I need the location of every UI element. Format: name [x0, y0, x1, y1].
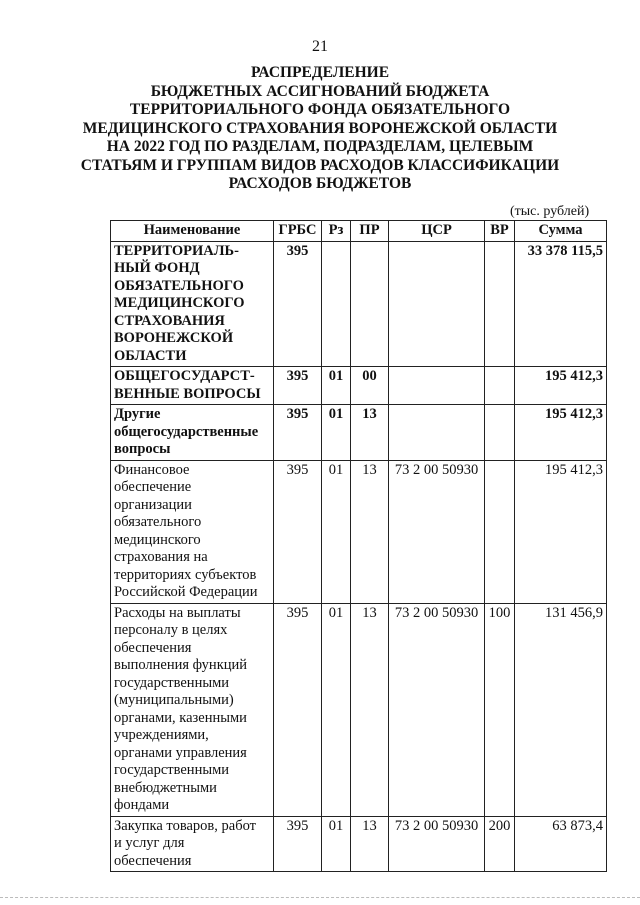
header-grbs: ГРБС: [274, 221, 322, 242]
cell-rz: 01: [322, 816, 351, 872]
cell-sum: 33 378 115,5: [515, 241, 607, 367]
cell-grbs: 395: [274, 241, 322, 367]
cell-sum: 195 412,3: [515, 367, 607, 405]
cell-rz: 01: [322, 367, 351, 405]
cell-pr: 13: [351, 816, 389, 872]
cell-name: Другие общегосударственные вопросы: [111, 405, 274, 461]
cell-grbs: 395: [274, 460, 322, 603]
cell-vr: [485, 367, 515, 405]
cell-grbs: 395: [274, 603, 322, 816]
cell-vr: 100: [485, 603, 515, 816]
cell-name: Финансовое обеспечение организации обязательного медицинского страхования на территориях субъектов Российской Федерации: [111, 460, 274, 603]
cell-sum: 195 412,3: [515, 405, 607, 461]
header-rz: Рз: [322, 221, 351, 242]
cell-pr: 13: [351, 460, 389, 603]
table-row: [111, 241, 607, 367]
cell-vr: 200: [485, 816, 515, 872]
table-header-row: [111, 221, 607, 242]
units-label: (тыс. рублей): [510, 204, 590, 219]
cell-csr: 73 2 00 50930: [389, 460, 485, 603]
cell-vr: [485, 241, 515, 367]
cell-vr: [485, 405, 515, 461]
header-pr: ПР: [351, 221, 389, 242]
title-line: МЕДИЦИНСКОГО СТРАХОВАНИЯ ВОРОНЕЖСКОЙ ОБЛАСТИ: [82, 119, 558, 137]
table-row: [111, 603, 607, 816]
budget-table: [110, 220, 607, 872]
table-row: [111, 460, 607, 603]
title-line: РАСХОДОВ БЮДЖЕТОВ: [228, 175, 412, 192]
document-title: [60, 64, 580, 194]
header-vr: ВР: [485, 221, 515, 242]
title-line: НА 2022 ГОД ПО РАЗДЕЛАМ, ПОДРАЗДЕЛАМ, ЦЕЛЕВЫМ: [106, 138, 534, 155]
cell-grbs: 395: [274, 816, 322, 872]
title-line: БЮДЖЕТНЫХ АССИГНОВАНИЙ БЮДЖЕТА: [150, 82, 490, 100]
cell-rz: 01: [322, 460, 351, 603]
cell-name: Расходы на выплаты персоналу в целях обеспечения выполнения функций государственными (муниципальными) органами, казенными учреждениями, органами управления государственными внебюджетными фондами: [111, 603, 274, 816]
cell-pr: 00: [351, 367, 389, 405]
cell-grbs: 395: [274, 367, 322, 405]
page-number: 21: [312, 38, 328, 55]
cell-name: ОБЩЕГОСУДАРСТ- ВЕННЫЕ ВОПРОСЫ: [111, 367, 274, 405]
table-row: [111, 405, 607, 461]
cell-rz: 01: [322, 405, 351, 461]
cell-csr: 73 2 00 50930: [389, 816, 485, 872]
header-name: Наименование: [111, 221, 274, 242]
cell-pr: 13: [351, 603, 389, 816]
table-row: [111, 816, 607, 872]
title-line: СТАТЬЯМ И ГРУППАМ ВИДОВ РАСХОДОВ КЛАССИФИКАЦИИ: [80, 156, 560, 174]
cell-csr: [389, 241, 485, 367]
cell-pr: [351, 241, 389, 367]
cell-grbs: 395: [274, 405, 322, 461]
cell-pr: 13: [351, 405, 389, 461]
cell-rz: [322, 241, 351, 367]
title-line: ТЕРРИТОРИАЛЬНОГО ФОНДА ОБЯЗАТЕЛЬНОГО: [129, 101, 511, 118]
table-row: [111, 367, 607, 405]
header-sum: Сумма: [515, 221, 607, 242]
title-line: РАСПРЕДЕЛЕНИЕ: [250, 64, 390, 81]
cell-name: Закупка товаров, работ и услуг для обеспечения: [111, 816, 274, 872]
cell-vr: [485, 460, 515, 603]
cell-csr: 73 2 00 50930: [389, 603, 485, 816]
cell-sum: 63 873,4: [515, 816, 607, 872]
page-edge-line: [0, 897, 640, 898]
cell-csr: [389, 405, 485, 461]
cell-name: ТЕРРИТОРИАЛЬ- НЫЙ ФОНД ОБЯЗАТЕЛЬНОГО МЕДИЦИНСКОГО СТРАХОВАНИЯ ВОРОНЕЖСКОЙ ОБЛАСТИ: [111, 241, 274, 367]
header-csr: ЦСР: [389, 221, 485, 242]
cell-rz: 01: [322, 603, 351, 816]
cell-csr: [389, 367, 485, 405]
cell-sum: 195 412,3: [515, 460, 607, 603]
cell-sum: 131 456,9: [515, 603, 607, 816]
